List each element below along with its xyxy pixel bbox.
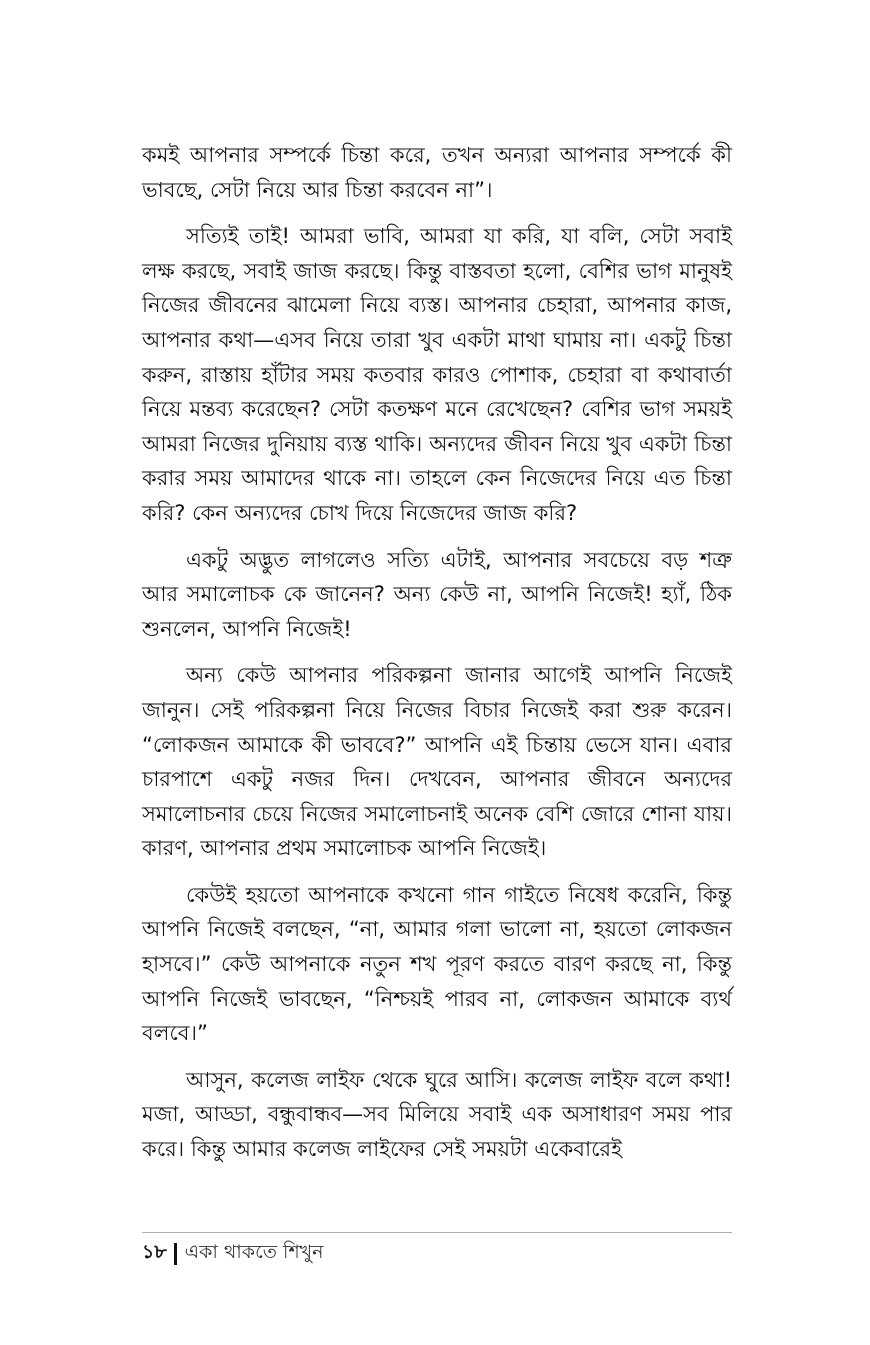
- page-body: [142, 138, 732, 1179]
- page-footer: [142, 1232, 732, 1269]
- paragraph-1: কমই আপনার সম্পর্কে চিন্তা করে, তখন অন্যরা আপনার সম্পর্কে কী ভাবছে, সেটা নিয়ে আর চিন্তা করবেন না”।: [142, 143, 732, 202]
- paragraph-4: অন্য কেউ আপনার পরিকল্পনা জানার আগেই আপনি নিজেই জানুন। সেই পরিকল্পনা নিয়ে নিজের বিচার নিজেই করা শুরু করেন। “লোকজন আমাকে কী ভাববে?” আপনি এই চিন্তায় ভেসে যান। এবার চারপাশে একটু নজর দিন। দেখবেন, আপনার জীবনে অন্যদের সমালোচনার চেয়ে নিজের সমালোচনাই অনেক বেশি জোরে শোনা যায়। কারণ, আপনার প্রথম সমালোচক আপনি নিজেই।: [142, 663, 732, 861]
- page-number: ১৮: [142, 1241, 167, 1263]
- paragraph-5: কেউই হয়তো আপনাকে কখনো গান গাইতে নিষেধ করেনি, কিন্তু আপনি নিজেই বলছেন, “না, আমার গলা ভালো না, হয়তো লোকজন হাসবে।” কেউ আপনাকে নতুন শখ পূরণ করতে বারণ করছে না, কিন্তু আপনি নিজেই ভাবছেন, “নিশ্চয়ই পারব না, লোকজন আমাকে ব্যর্থ বলবে।”: [142, 882, 732, 1046]
- paragraph-6: আসুন, কলেজ লাইফ থেকে ঘুরে আসি। কলেজ লাইফ বলে কথা! মজা, আড্ডা, বন্ধুবান্ধব—সব মিলিয়ে সবাই এক অসাধারণ সময় পার করে। কিন্তু আমার কলেজ লাইফের সেই সময়টা একেবারেই: [142, 1067, 732, 1162]
- book-title: একা থাকতে শিখুন: [184, 1241, 324, 1263]
- footer-separator: [174, 1243, 177, 1265]
- paragraph-3: একটু অদ্ভুত লাগলেও সত্যি এটাই, আপনার সবচেয়ে বড় শত্রু আর সমালোচক কে জানেন? অন্য কেউ না, আপনি নিজেই! হ্যাঁ, ঠিক শুনলেন, আপনি নিজেই!: [142, 547, 732, 641]
- paragraph-2: সত্যিই তাই! আমরা ভাবি, আমরা যা করি, যা বলি, সেটা সবাই লক্ষ করছে, সবাই জাজ করছে। কিন্তু বাস্তবতা হলো, বেশির ভাগ মানুষই নিজের জীবনের ঝামেলা নিয়ে ব্যস্ত। আপনার চেহারা, আপনার কাজ, আপনার কথা—এসব নিয়ে তারা খুব একটা মাথা ঘামায় না। একটু চিন্তা করুন, রাস্তায় হাঁটার সময় কতবার কারও পোশাক, চেহারা বা কথাবার্তা নিয়ে মন্তব্য করেছেন? সেটা কতক্ষণ মনে রেখেছেন? বেশির ভাগ সময়ই আমরা নিজের দুনিয়ায় ব্যস্ত থাকি। অন্যদের জীবন নিয়ে খুব একটা চিন্তা করার সময় আমাদের থাকে না। তাহলে কেন নিজেদের নিয়ে এত চিন্তা করি? কেন অন্যদের চোখ দিয়ে নিজেদের জাজ করি?: [142, 224, 732, 525]
